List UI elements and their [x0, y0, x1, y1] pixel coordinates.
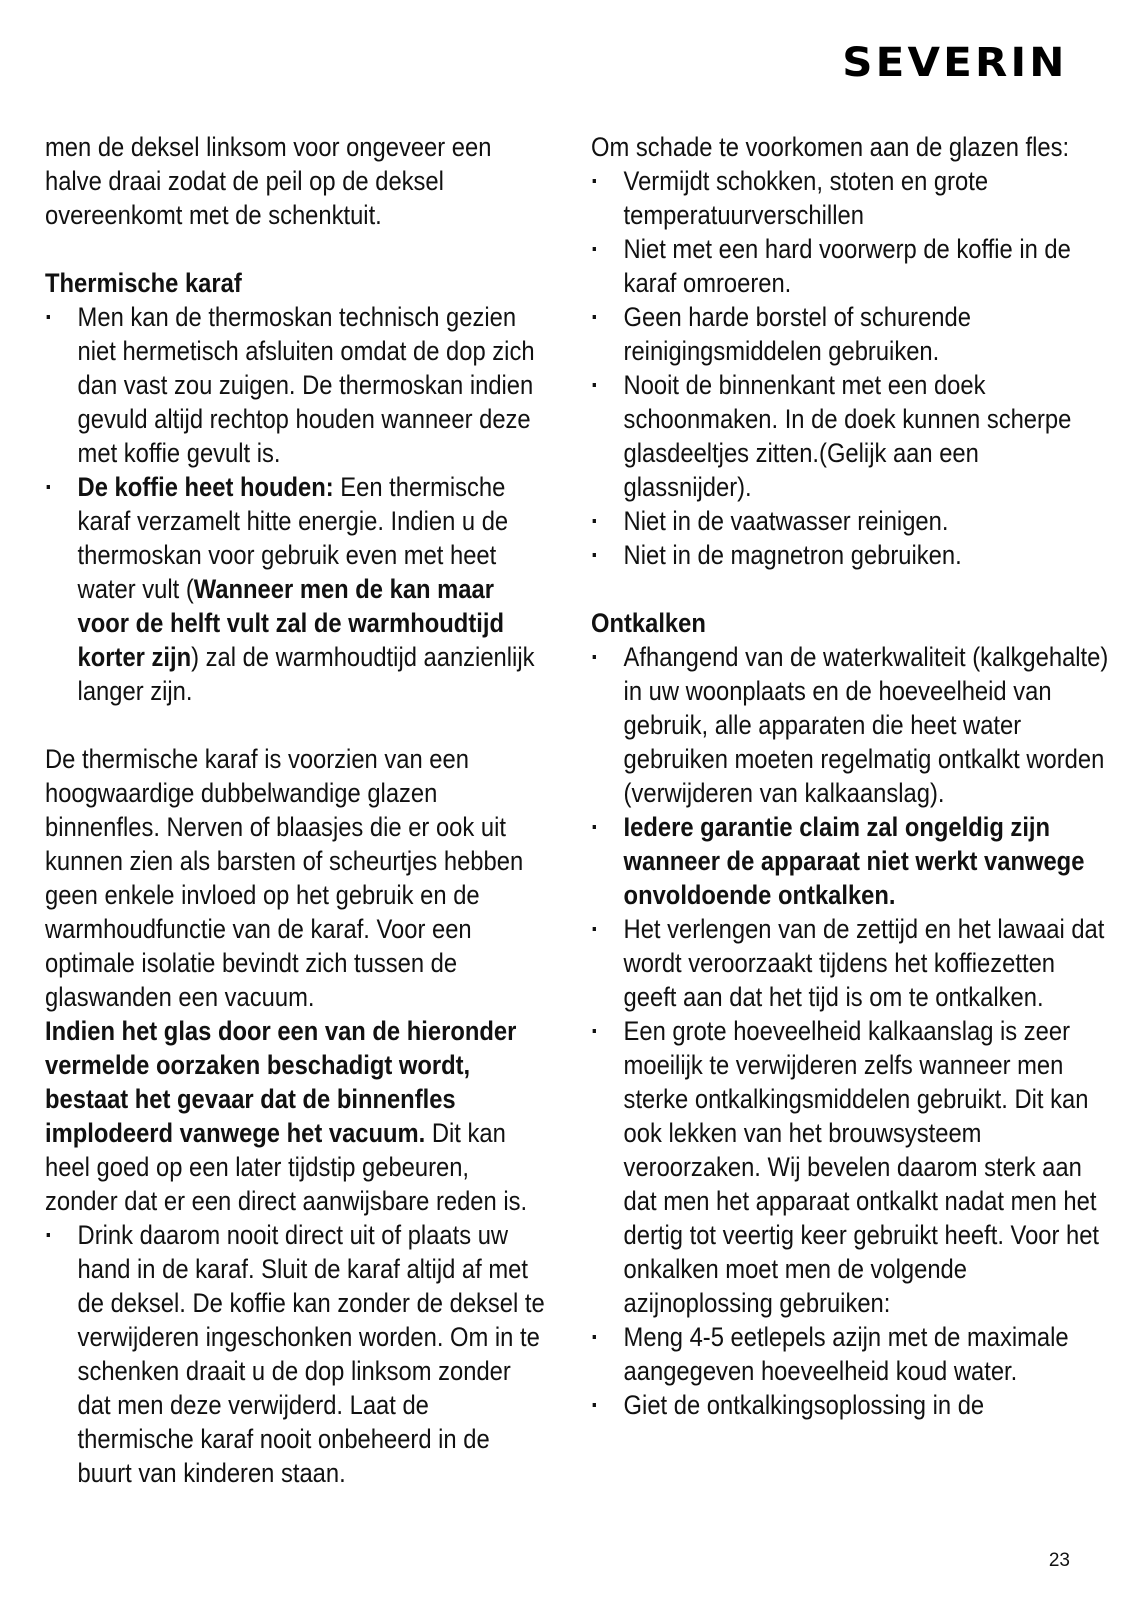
glass-care-list — [591, 164, 1110, 572]
thermo-heading: Thermische karaf — [45, 268, 242, 298]
list-item: · Niet in de magnetron gebruiken. — [591, 538, 1110, 572]
list-item — [45, 470, 545, 708]
list-item: · Afhangend van de waterkwaliteit (kalkgehalte) in uw woonplaats en de hoeveelheid van gebruik, alle apparaten die heet water gebruiken moeten regelmatig ontkalkt worden (verwijderen van kalkaanslag). — [591, 640, 1110, 810]
bold-run: Wanneer men de kan maar voor de helft vult zal de warmhoudtijd korter zijn — [77, 574, 504, 672]
bold-lead: De koffie heet houden: — [77, 472, 334, 502]
list-item: · Giet de ontkalkingsoplossing in de — [591, 1388, 1110, 1422]
glass-paragraph: De thermische karaf is voorzien van een hoogwaardige dubbelwandige glazen binnenfles. Nerven of blaasjes die er ook uit kunnen zien als barsten of scheurtjes hebben geen enkele invloed op het gebruik en de warmhoudfunctie van de karaf. Voor een optimale isolatie bevindt zich tussen de glaswanden een vacuum. — [45, 744, 524, 1012]
descale-heading: Ontkalken — [591, 608, 706, 638]
text-run: Een thermische karaf verzamelt hitte energie. Indien u de thermoskan voor gebruik even met heet water vult ( — [77, 472, 509, 604]
list-item — [591, 810, 1110, 912]
list-item: · Drink daarom nooit direct uit of plaats uw hand in de karaf. Sluit de karaf altijd af met de deksel. De koffie kan zonder de deksel te verwijderen ingeschonken worden. Om in te schenken draait u de dop linksom zonder dat men deze verwijderd. Laat de thermische karaf nooit onbeheerd in de buurt van kinderen staan. — [45, 1218, 545, 1490]
list-item: · Vermijdt schokken, stoten en grote temperatuurverschillen — [591, 164, 1110, 232]
intro-paragraph: men de deksel linksom voor ongeveer een halve draai zodat de peil op de deksel overeenkomt met de schenktuit. — [45, 132, 492, 230]
list-item: · Niet met een hard voorwerp de koffie in de karaf omroeren. — [591, 232, 1110, 300]
list-item: · Men kan de thermoskan technisch gezien niet hermetisch afsluiten omdat de dop zich dan vast zou zuigen. De thermoskan indien gevuld altijd rechtop houden wanneer deze met koffie gevult is. — [45, 300, 545, 470]
warning-bold: Indien het glas door een van de hieronder vermelde oorzaken beschadigt wordt, bestaat het gevaar dat de binnenfles implodeerd vanwege het vacuum. — [45, 1016, 517, 1148]
warranty-bold: Iedere garantie claim zal ongeldig zijn wanneer de apparaat niet werkt vanwege onvoldoende ontkalken. — [623, 812, 1085, 910]
warning-text: Dit kan heel goed op een later tijdstip gebeuren, zonder dat er een direct aanwijsbare reden is. — [45, 1118, 528, 1216]
list-item: · Meng 4-5 eetlepels azijn met de maximale aangegeven hoeveelheid koud water. — [591, 1320, 1110, 1388]
brand-logo: SEVERIN — [842, 40, 1068, 86]
list-item: · Nooit de binnenkant met een doek schoonmaken. In de doek kunnen scherpe glasdeeltjes zitten.(Gelijk aan een glassnijder). — [591, 368, 1110, 504]
list-item: · Een grote hoeveelheid kalkaanslag is zeer moeilijk te verwijderen zelfs wanneer men sterke ontkalkingsmiddelen gebruikt. Dit kan ook lekken van het brouwsysteem veroorzaken. Wij bevelen daarom sterk aan dat men het apparaat ontkalkt nadat men het dertig tot veertig keer gebruikt heeft. Voor het onkalken moet men de volgende azijnoplossing gebruiken: — [591, 1014, 1110, 1320]
thermo-list — [45, 300, 545, 708]
page-number: 23 — [1048, 1550, 1070, 1571]
drink-list — [45, 1218, 545, 1490]
text-run: ) zal de warmhoudtijd aanzienlijk langer zijn. — [77, 642, 535, 706]
list-item: · Het verlengen van de zettijd en het lawaai dat wordt veroorzaakt tijdens het koffiezetten geeft aan dat het tijd is om te ontkalken. — [591, 912, 1110, 1014]
warning-paragraph — [45, 1014, 545, 1218]
list-item: · Niet in de vaatwasser reinigen. — [591, 504, 1110, 538]
list-item: · Geen harde borstel of schurende reinigingsmiddelen gebruiken. — [591, 300, 1110, 368]
descale-list — [591, 640, 1110, 1422]
left-column — [45, 130, 545, 1490]
glass-intro: Om schade te voorkomen aan de glazen fles: — [591, 132, 1070, 162]
right-column — [591, 130, 1110, 1422]
